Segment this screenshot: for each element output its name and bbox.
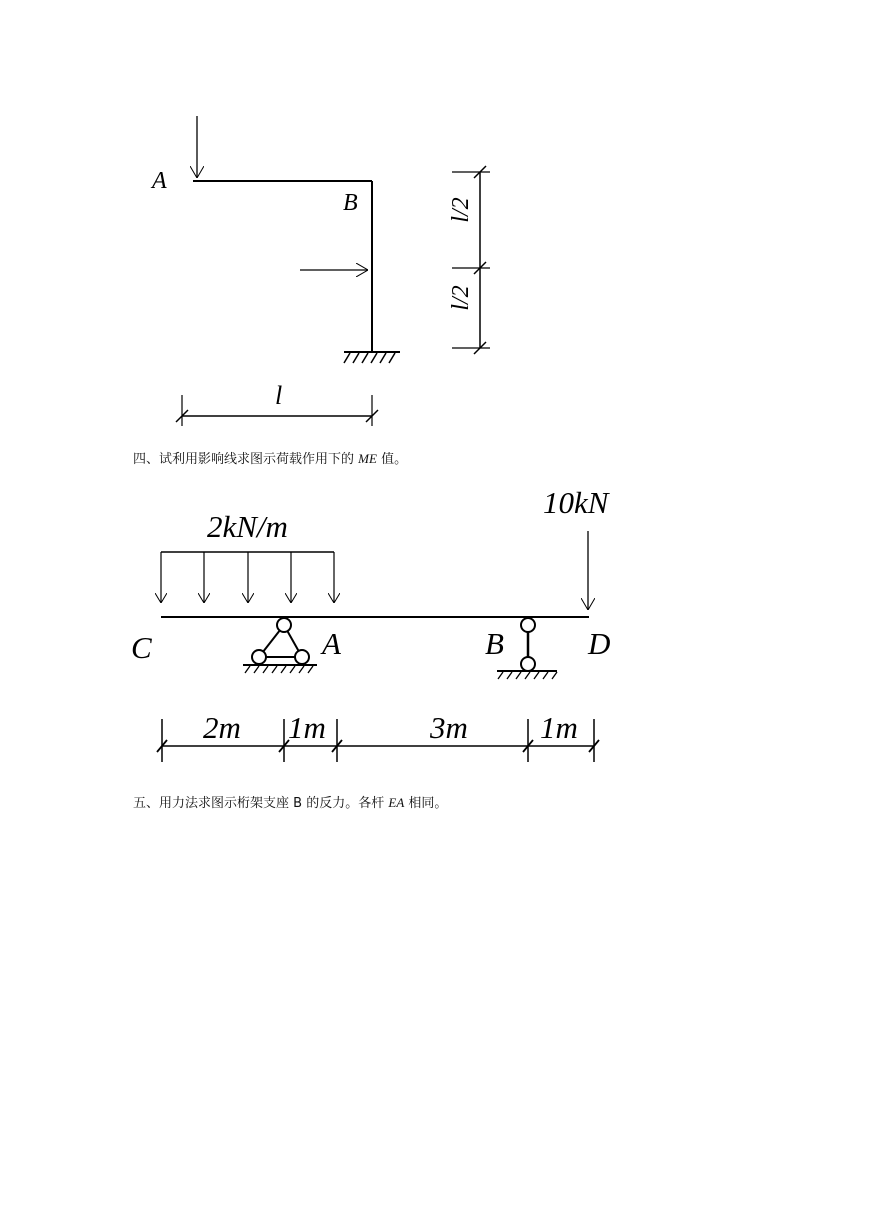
dim-label-4: 1m [540, 710, 578, 745]
fixed-support [344, 352, 400, 363]
question-5-var: EA [388, 795, 405, 810]
vertical-dimension [448, 166, 490, 354]
question-5-support: B [293, 796, 303, 811]
label-a: A [152, 168, 167, 194]
dim-label-3: 3m [430, 710, 468, 745]
point-load-label: 10kN [543, 485, 609, 520]
pin-support [243, 618, 317, 673]
question-5-prefix: 五、用力法求图示桁架支座 [133, 796, 290, 811]
label-b: B [343, 190, 358, 216]
question-4 [133, 451, 407, 468]
roller-support [497, 618, 557, 679]
label-c: C [131, 630, 152, 665]
label-b2: B [485, 626, 504, 661]
frame-figure [150, 116, 490, 426]
question-5 [133, 795, 447, 812]
dim-bottom-label: l/2 [448, 285, 474, 311]
horizontal-dimension [176, 381, 378, 426]
question-4-var: ME [358, 451, 377, 466]
dim-label-1: 2m [203, 710, 241, 745]
dim-label-2: 1m [288, 710, 326, 745]
label-d: D [588, 626, 611, 661]
question-4-prefix: 四、试利用影响线求图示荷载作用下的 [133, 452, 355, 467]
label-a2: A [322, 626, 341, 661]
dim-span-label: l [275, 381, 283, 410]
distributed-load [161, 509, 334, 603]
dim-top-label: l/2 [448, 197, 474, 223]
beam-dimension [157, 710, 599, 762]
question-5-mid: 的反力。各杆 [306, 796, 385, 811]
udl-label: 2kN/m [207, 509, 288, 544]
beam-figure [131, 485, 611, 762]
question-5-suffix: 相同。 [408, 796, 448, 811]
question-4-suffix: 值。 [381, 452, 408, 467]
